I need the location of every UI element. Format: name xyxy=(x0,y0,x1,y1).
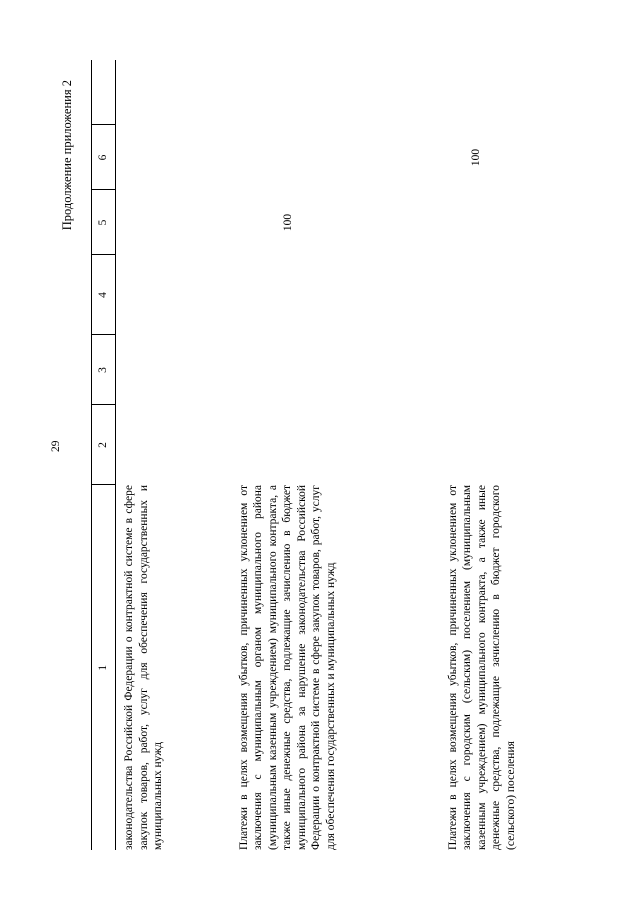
table-cell xyxy=(116,255,234,335)
continuation-caption: Продолжение приложения 2 xyxy=(60,80,74,231)
page-number: 29 xyxy=(50,440,62,452)
table-row xyxy=(116,60,234,850)
table-cell xyxy=(234,125,444,190)
budget-table xyxy=(91,60,584,850)
table-cell: 100 xyxy=(469,148,482,167)
table-cell xyxy=(116,190,234,255)
column-header: 2 xyxy=(92,405,116,485)
row-description: законодательства Российской Федерации о контрактной системе в сфере закупок товаров, работ, услуг для обеспечения государственных и муниципальных нужд xyxy=(123,485,164,850)
column-header xyxy=(92,60,116,125)
table-cell xyxy=(234,60,444,125)
table-row xyxy=(234,60,444,850)
table-cell xyxy=(234,405,444,485)
row-description: Платежи в целях возмещения убытков, причиненных уклонением от заключения с муниципальным органом муниципального района (муниципальным казенным учреждением) муниципального контракта, а также иные денежные средства, подлежащие зачислению в бюджет муниципального района за нарушение законодательства Российской Федерации о контрактной системе в сфере закупок товаров, работ, услуг для обеспечения государственных и муниципальных нужд xyxy=(237,485,337,850)
table-cell xyxy=(116,60,234,125)
column-header: 3 xyxy=(92,335,116,405)
table-cell: 100 xyxy=(281,213,294,232)
row-description: Платежи в целях возмещения убытков, причиненных уклонением от заключения с городским (сельским) поселением (муниципальным казенным учреждением) муниципального контракта, а также иные денежные средства, подлежащие зачислению в бюджет городского (сельского) поселения xyxy=(446,485,517,850)
column-header: 5 xyxy=(92,190,116,255)
table-cell xyxy=(444,335,584,405)
table-cell xyxy=(444,405,584,485)
table-cell xyxy=(234,335,444,405)
table-cell xyxy=(116,405,234,485)
table-cell xyxy=(444,60,584,125)
table-cell xyxy=(444,255,584,335)
column-header: 1 xyxy=(92,485,116,850)
table-header-row xyxy=(92,60,116,850)
table-cell xyxy=(234,255,444,335)
column-header: 4 xyxy=(92,255,116,335)
table-cell xyxy=(116,125,234,190)
table-cell xyxy=(444,190,584,255)
table-cell xyxy=(116,335,234,405)
table-row xyxy=(444,60,584,850)
rotated-sheet xyxy=(60,60,560,850)
column-header: 6 xyxy=(92,125,116,190)
